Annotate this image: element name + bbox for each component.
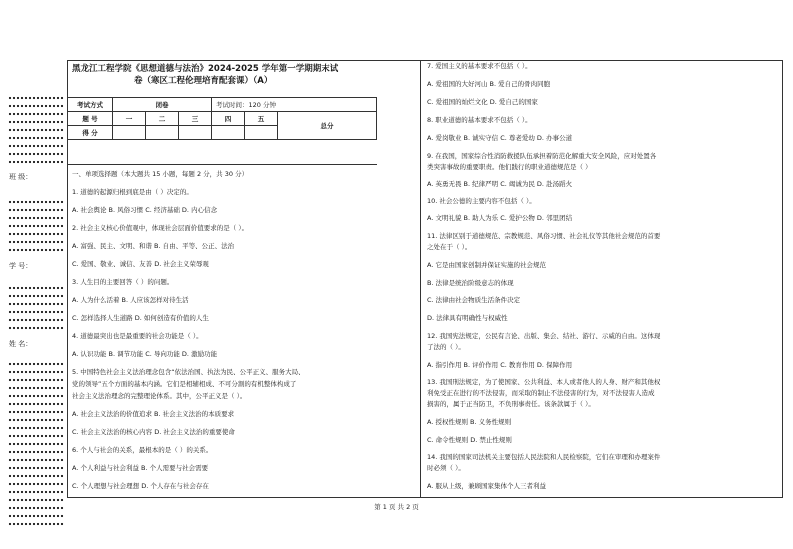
left-column	[72, 170, 412, 500]
dotted-line	[8, 160, 64, 164]
exam-time: 考试时间：120 分钟	[212, 98, 377, 112]
dotted-line	[8, 394, 64, 398]
dotted-line	[8, 216, 64, 220]
dotted-line	[8, 112, 64, 116]
dotted-line	[8, 144, 64, 148]
question-line: 2. 社会主义核心价值观中，体现社会层面价值要求的是（ ）。	[72, 224, 249, 232]
exam-title-line1: 黑龙江工程学院《思想道德与法治》2024-2025 学年第一学期期末试	[72, 64, 339, 74]
dotted-line	[8, 208, 64, 212]
question-no-label: 题 号	[68, 112, 113, 126]
dotted-line	[8, 200, 64, 204]
total-label: 总分	[278, 112, 377, 140]
exam-title	[72, 63, 412, 87]
score-cell-1	[113, 126, 146, 140]
dotted-line	[8, 434, 64, 438]
dotted-line	[8, 248, 64, 252]
dotted-line	[8, 326, 64, 330]
dotted-line	[8, 402, 64, 406]
class-label: 班 级：	[9, 173, 33, 181]
question-line: C. 命令性规则 D. 禁止性规则	[427, 436, 512, 444]
dotted-line	[8, 240, 64, 244]
dotted-line	[8, 466, 64, 470]
question-line: C. 爱祖国的灿烂文化 D. 爱自己的国家	[427, 98, 538, 106]
question-line: 6. 个人与社会的关系，最根本的是（ ）的关系。	[72, 446, 213, 454]
dotted-line	[8, 410, 64, 414]
question-line: 利免受正在进行的不法侵害，而采取的制止不法侵害的行为，对不法侵害人造成	[427, 389, 655, 397]
page-footer: 第 1 页 共 2 页	[374, 503, 419, 511]
dotted-line	[8, 136, 64, 140]
question-line: A. 爱岗敬业 B. 诚实守信 C. 尊老爱幼 D. 办事公道	[427, 134, 573, 142]
exam-mode-value: 闭卷	[113, 98, 212, 112]
dotted-line	[8, 522, 64, 526]
question-no-2: 二	[146, 112, 179, 126]
question-line: C. 怎样选择人生道路 D. 如何创造有价值的人生	[72, 314, 209, 322]
question-line: C. 法律由社会物质生活条件决定	[427, 296, 521, 304]
dotted-line	[8, 294, 64, 298]
dotted-line	[8, 120, 64, 124]
dotted-line	[8, 490, 64, 494]
question-line: 之处在于（ ）。	[427, 243, 472, 251]
dotted-line	[8, 96, 64, 100]
dotted-line	[8, 318, 64, 322]
exam-title-line2: 卷（寒区工程伦理培育配套课）（A）	[134, 76, 273, 86]
question-line: A. 认识功能 B. 调节功能 C. 导向功能 D. 激励功能	[72, 350, 218, 358]
question-line: 4. 道德最突出也是最重要的社会功能是（ ）。	[72, 332, 203, 340]
dotted-line	[8, 370, 64, 374]
question-line: A. 富强、民主、文明、和谐 B. 自由、平等、公正、法治	[72, 242, 235, 250]
dotted-line	[8, 514, 64, 518]
dotted-line	[8, 458, 64, 462]
dotted-line	[8, 482, 64, 486]
score-cell-2	[146, 126, 179, 140]
dotted-line	[8, 232, 64, 236]
dotted-line	[8, 128, 64, 132]
question-line: B. 法律是统治阶级意志的体现	[427, 279, 514, 287]
question-line: A. 社会舆论 B. 风俗习惯 C. 经济基础 D. 内心信念	[72, 206, 218, 214]
dotted-line	[8, 152, 64, 156]
column-divider	[420, 60, 421, 498]
question-line: 党的领导”五个方面的基本内涵。它们是相辅相成、不可分割的有机整体构成了	[72, 380, 297, 388]
name-label: 姓 名：	[9, 340, 33, 348]
question-line: 一、单项选择题（本大题共 15 小题，每题 2 分，共 30 分）	[72, 170, 249, 178]
question-line: A. 文明礼貌 B. 助人为乐 C. 爱护公物 D. 邻里团结	[427, 214, 573, 222]
question-line: 1. 道德的起源归根到底是由（ ）决定的。	[72, 188, 193, 196]
right-column	[427, 62, 777, 498]
question-no-5: 五	[245, 112, 278, 126]
question-line: A. 爱祖国的大好河山 B. 爱自己的骨肉同胞	[427, 80, 551, 88]
dotted-line	[8, 104, 64, 108]
question-line: 社会主义法治理念的完整理论体系。其中，公平正义是（ ）。	[72, 392, 247, 400]
dotted-line	[8, 286, 64, 290]
dotted-line	[8, 450, 64, 454]
question-line: C. 社会主义法治的核心内容 D. 社会主义法治的重要使命	[72, 428, 235, 436]
question-line: C. 个人理想与社会理想 D. 个人存在与社会存在	[72, 482, 209, 490]
question-line: 时必须（ ）。	[427, 464, 465, 472]
score-table	[67, 97, 377, 140]
question-line: A. 授权性规则 B. 义务性规则	[427, 418, 512, 426]
section-rule	[67, 164, 377, 165]
dotted-line	[8, 378, 64, 382]
dotted-line	[8, 426, 64, 430]
question-line: 损害的，属于正当防卫，不负刑事责任。该条款属于（ ）。	[427, 400, 595, 408]
dotted-line	[8, 310, 64, 314]
question-line: 类突害事故的重要职责。他们践行的职业道德规范是（ ）	[427, 163, 592, 171]
student-id-label: 学 号：	[9, 262, 33, 270]
question-line: A. 社会主义法治的价值追求 B. 社会主义法治的本质要求	[72, 410, 235, 418]
question-line: 12. 我国宪法规定，公民有言论、出版、集会、结社、游行、示威的自由。这体现	[427, 332, 661, 340]
dotted-line	[8, 442, 64, 446]
score-cell-3	[179, 126, 212, 140]
question-line: A. 人为什么活着 B. 人应该怎样对待生活	[72, 296, 189, 304]
question-no-1: 一	[113, 112, 146, 126]
dotted-line	[8, 418, 64, 422]
question-line: A. 服从上级，兼顾国家集体个人三者利益	[427, 482, 546, 490]
question-no-4: 四	[212, 112, 245, 126]
question-line: 13. 我国刑法规定，为了使国家、公共利益、本人或者他人的人身、财产和其他权	[427, 378, 661, 386]
dotted-line	[8, 224, 64, 228]
question-line: A. 英勇无畏 B. 纪律严明 C. 竭诚为民 D. 赴汤蹈火	[427, 180, 573, 188]
dotted-line	[8, 386, 64, 390]
dotted-line	[8, 302, 64, 306]
question-line: 5. 中国特色社会主义法治理念包含“依法治国、执法为民、公平正义、服务大局、	[72, 368, 305, 376]
dotted-line	[8, 362, 64, 366]
question-line: 8. 职业道德的基本要求不包括（ ）。	[427, 116, 532, 124]
score-cell-4	[212, 126, 245, 140]
question-no-3: 三	[179, 112, 212, 126]
exam-mode-label: 考试方式	[68, 98, 113, 112]
score-label: 得 分	[68, 126, 113, 140]
question-line: 9. 在我国，国家综合性消防救援队伍承担着防范化解重大安全风险，应对处置各	[427, 152, 657, 160]
question-line: D. 法律具有明确性与权威性	[427, 314, 508, 322]
score-cell-5	[245, 126, 278, 140]
question-line: 了法的（ ）。	[427, 343, 465, 351]
question-line: A. 个人利益与社会利益 B. 个人需要与社会需要	[72, 464, 209, 472]
question-line: C. 爱国、敬业、诚信、友善 D. 社会主义荣辱观	[72, 260, 209, 268]
dotted-line	[8, 474, 64, 478]
question-line: 14. 我国的国家司法机关主要包括人民法院和人民检察院，它们在审理和办理案件	[427, 453, 661, 461]
question-line: A. 指引作用 B. 评价作用 C. 教育作用 D. 保障作用	[427, 361, 573, 369]
question-line: 10. 社会公德的主要内容不包括（ ）。	[427, 197, 536, 205]
question-line: 11. 法律区别于道德规范、宗教规范、风俗习惯、社会礼仪等其他社会规范的首要	[427, 232, 661, 240]
binding-margin	[0, 90, 64, 530]
question-line: 3. 人生目的主要回答（ ）的问题。	[72, 278, 174, 286]
question-line: 7. 爱国主义的基本要求不包括（ ）。	[427, 62, 532, 70]
question-line: A. 它是由国家创制并保证实施的社会规范	[427, 261, 546, 269]
